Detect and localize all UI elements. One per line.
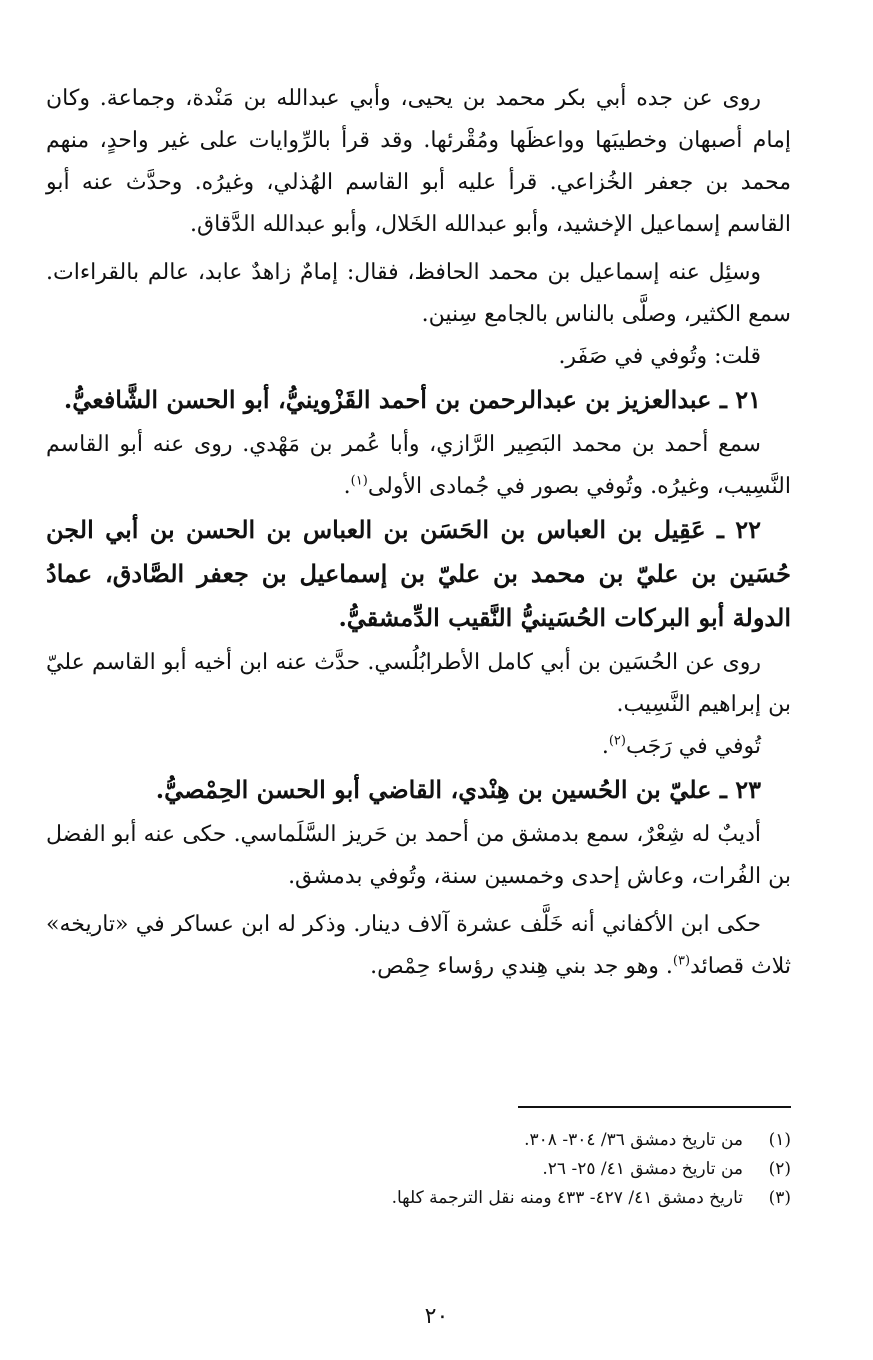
entry-21-title: ٢١ ـ عبدالعزيز بن عبدالرحمن بن أحمد القَزْوينيُّ، أبو الحسن الشَّافعيُّ. bbox=[63, 385, 761, 414]
entry-22-end: . bbox=[601, 734, 609, 759]
footnote-number: (٢) bbox=[768, 1159, 791, 1179]
footnote-ref-3: (٣) bbox=[672, 953, 691, 969]
footnote-text: من تاريخ دمشق ٣٦/ ٣٠٤- ٣٠٨. bbox=[524, 1130, 743, 1150]
footnote-separator bbox=[518, 1106, 791, 1108]
entry-21-text: سمع أحمد بن محمد البَصِير الرَّازي، وأبا عُمر بن مَهْدي. روى عنه أبو القاسم النَّسِيب، وغيرُه. وتُوفي بصور في جُمادى الأولى bbox=[46, 432, 791, 499]
entry-21-end: . bbox=[343, 474, 351, 499]
footnote-ref-1: (١) bbox=[350, 473, 368, 489]
entry-23-end: . وهو جد بني هِندي رؤساء حِمْص. bbox=[370, 954, 673, 979]
entry-22-death-text: تُوفي في رَجَب bbox=[625, 734, 761, 759]
entry-22-body: روى عن الحُسَين بن أبي كامل الأطرابُلُسي. حدَّث عنه ابن أخيه أبو القاسم عليّ بن إبراهيم النَّسِيب. bbox=[46, 650, 791, 717]
footnote-number: (١) bbox=[768, 1130, 791, 1150]
page-number: ٢٠ bbox=[424, 1304, 449, 1329]
entry-22-title: ٢٢ ـ عَقِيل بن العباس بن الحَسَن بن العباس بن الحسن بن أبي الجن حُسَين بن عليّ بن محمد بن عليّ بن إسماعيل بن جعفر الصَّادق، عمادُ الدولة أبو البركات الحُسَينيُّ النَّقيب الدِّمشقيُّ. bbox=[46, 515, 791, 632]
paragraph-1: روى عن جده أبي بكر محمد بن يحيى، وأبي عبدالله بن مَنْدة، وجماعة. وكان إمام أصبهان وخطيبَها وواعظَها ومُقْرئها. وقد قرأ بالرِّوايات على غير واحدٍ، منهم محمد بن جعفر الخُزاعي. قرأ عليه أبو القاسم الهُذلي، وغيرُه. وحدَّث عنه أبو القاسم إسماعيل الإخشيد، وأبو عبدالله الخَلال، وأبو عبدالله الدَّقاق. bbox=[46, 86, 791, 237]
entry-23-title: ٢٣ ـ عليّ بن الحُسين بن هِنْدي، القاضي أبو الحسن الحِمْصيُّ. bbox=[155, 775, 761, 804]
footnote-item bbox=[46, 1155, 791, 1184]
footnotes bbox=[46, 1126, 791, 1213]
paragraph-2: وسئِل عنه إسماعيل بن محمد الحافظ، فقال: إمامٌ زاهدٌ عابد، عالم بالقراءات. سمع الكثير، وصلَّى بالناس بالجامع سِنين. bbox=[46, 260, 791, 327]
footnote-number: (٣) bbox=[768, 1188, 791, 1208]
entry-23-body-1: أديبٌ له شِعْرٌ، سمع بدمشق من أحمد بن حَريز السَّلَماسي. حكى عنه أبو الفضل بن الفُرات، وعاش إحدى وخمسين سنة، وتُوفي بدمشق. bbox=[46, 822, 791, 889]
footnote-text: من تاريخ دمشق ٤١/ ٢٥- ٢٦. bbox=[542, 1159, 743, 1179]
page-body bbox=[46, 78, 791, 988]
footnote-item bbox=[46, 1184, 791, 1213]
paragraph-3: قلت: وتُوفي في صَفَر. bbox=[558, 344, 761, 369]
entry-21-body bbox=[46, 424, 791, 508]
entry-23-text: حكى ابن الأكفاني أنه خَلَّف عشرة آلاف دينار. وذكر له ابن عساكر في «تاريخه» ثلاث قصائد bbox=[46, 912, 791, 979]
footnote-ref-2: (٢) bbox=[608, 733, 626, 749]
entry-22-death bbox=[46, 726, 791, 768]
footnote-text: تاريخ دمشق ٤١/ ٤٢٧- ٤٣٣ ومنه نقل الترجمة كلها. bbox=[391, 1188, 743, 1208]
footnote-item bbox=[46, 1126, 791, 1155]
entry-23-body-2 bbox=[46, 904, 791, 988]
